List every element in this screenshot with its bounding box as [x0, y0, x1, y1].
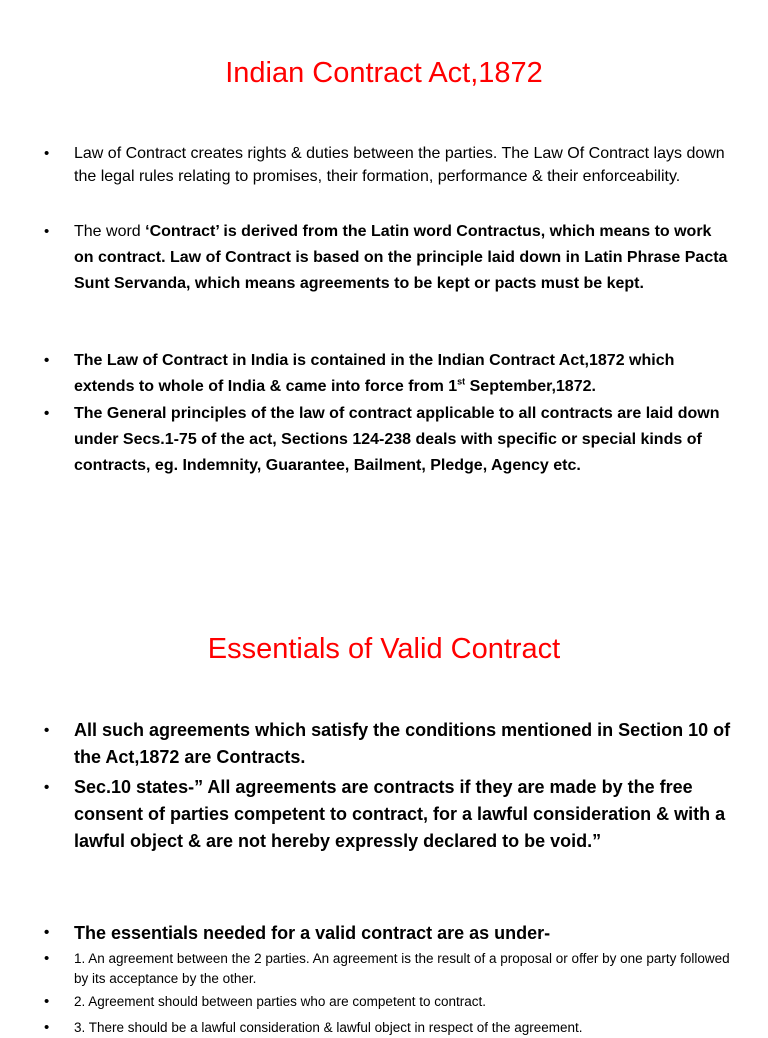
bullet-text: The essentials needed for a valid contract are as under-: [74, 923, 551, 943]
ordinal-suffix: st: [457, 376, 466, 387]
bullet-text: The General principles of the law of contract applicable to all contracts are laid down under Secs.1-75 of the act, Sections 124-238 deals with specific or special kinds of contracts, eg. Indemnity, Guarantee, Bailment, Pledge, Agency etc.: [74, 405, 720, 474]
bullet-marker: •: [44, 405, 50, 422]
bullet-text: Law of Contract creates rights & duties between the parties. The Law Of Contract lays down the legal rules relating to promises, their formation, performance & their enforceability.: [74, 145, 725, 185]
bullet-item: [44, 717, 734, 771]
bullet-marker: •: [44, 779, 50, 796]
bullet-text: 1. An agreement between the 2 parties. An agreement is the result of a proposal or offer by one party followed by its acceptance by the other.: [74, 951, 730, 986]
bullet-text: [74, 219, 734, 297]
slide-title: Essentials of Valid Contract: [207, 633, 561, 665]
slide-essentials-of-valid-contract: [0, 590, 768, 1036]
bullet-text: 3. There should be a lawful consideration & lawful object in respect of the agreement.: [74, 1020, 583, 1035]
bullet-marker: •: [44, 223, 50, 240]
bullet-marker: •: [44, 950, 50, 967]
bullet-item: [44, 992, 734, 1012]
bullet-marker: •: [44, 1019, 50, 1036]
bullet-text: Sec.10 states-” All agreements are contracts if they are made by the free consent of parties competent to contract, for a lawful consideration & with a lawful object & are not hereby expressly declared to be void.”: [74, 777, 726, 851]
bullet-text: All such agreements which satisfy the conditions mentioned in Section 10 of the Act,1872 are Contracts.: [74, 720, 731, 767]
bullet-item: [44, 949, 734, 989]
bullet-text: [74, 348, 734, 400]
bullet-item: [44, 401, 734, 479]
bullet-item: [44, 920, 734, 946]
bullet-marker: •: [44, 722, 50, 739]
bullet-text-bold: ‘Contract’ is derived from the Latin word Contractus, which means to work on contract. Law of Contract is based on the principle laid down in Latin Phrase Pacta Sunt Servanda, which means agreements to be kept or pacts must be kept.: [74, 223, 728, 292]
bullet-marker: •: [44, 924, 50, 941]
bullet-text-main: The Law of Contract in India is contained in the Indian Contract Act,1872 which extends to whole of India & came into force from 1: [74, 352, 675, 395]
slide-title: Indian Contract Act,1872: [225, 57, 543, 89]
bullet-text: 2. Agreement should between parties who are competent to contract.: [74, 994, 486, 1009]
bullet-marker: •: [44, 145, 50, 162]
bullet-marker: •: [44, 352, 50, 369]
bullet-item: [44, 1018, 734, 1038]
bullet-item: [44, 348, 734, 400]
bullet-item: [44, 142, 734, 188]
bullet-marker: •: [44, 993, 50, 1010]
bullet-text-date: September,1872.: [465, 378, 596, 395]
bullet-item: [44, 219, 734, 297]
bullet-text-prefix: The word: [74, 223, 146, 240]
bullet-item: [44, 774, 734, 855]
